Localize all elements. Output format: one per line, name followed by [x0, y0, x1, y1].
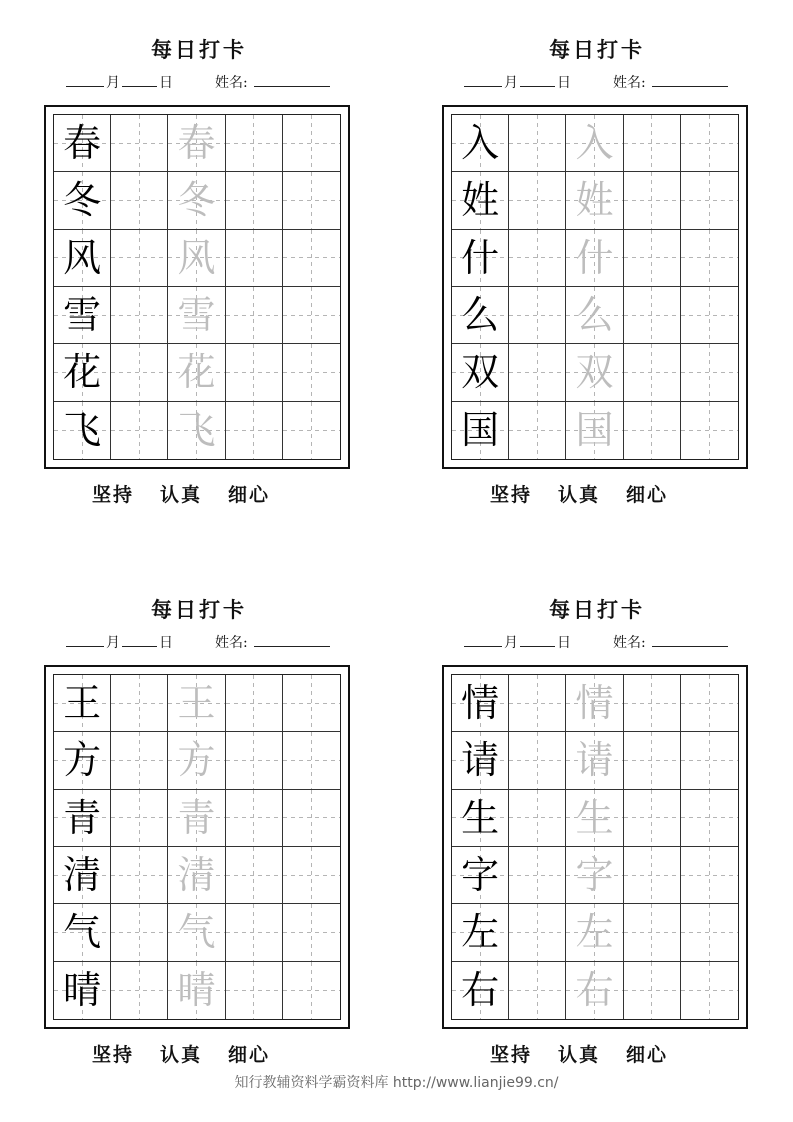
writing-cell[interactable]: [226, 115, 283, 172]
trace-character[interactable]: 姓: [566, 172, 623, 229]
writing-cell[interactable]: [226, 675, 283, 732]
motto: [92, 1040, 296, 1067]
writing-cell[interactable]: [681, 287, 738, 344]
writing-cell[interactable]: [111, 172, 168, 229]
writing-cell[interactable]: [681, 904, 738, 961]
writing-cell[interactable]: [624, 115, 681, 172]
trace-character[interactable]: 什: [566, 230, 623, 287]
name-blank[interactable]: [254, 632, 330, 647]
trace-character[interactable]: 国: [566, 402, 623, 459]
writing-cell[interactable]: [624, 344, 681, 401]
model-character: 字: [452, 847, 509, 904]
motto-word: 坚持: [490, 1044, 533, 1066]
writing-cell[interactable]: [226, 847, 283, 904]
writing-cell[interactable]: [509, 115, 566, 172]
writing-cell[interactable]: [283, 344, 340, 401]
writing-cell[interactable]: [283, 962, 340, 1019]
practice-frame: [442, 665, 748, 1029]
writing-cell[interactable]: [111, 962, 168, 1019]
motto: [92, 480, 296, 507]
model-character: 飞: [54, 402, 111, 459]
model-character: 情: [452, 675, 509, 732]
writing-cell[interactable]: [283, 732, 340, 789]
writing-cell[interactable]: [111, 402, 168, 459]
motto-word: 细心: [228, 484, 271, 506]
model-character: 风: [54, 230, 111, 287]
writing-cell[interactable]: [226, 790, 283, 847]
practice-grid: [53, 674, 341, 1020]
model-character: 雪: [54, 287, 111, 344]
trace-character[interactable]: 冬: [168, 172, 225, 229]
model-character: 么: [452, 287, 509, 344]
model-character: 什: [452, 230, 509, 287]
trace-character[interactable]: 清: [168, 847, 225, 904]
writing-cell[interactable]: [283, 675, 340, 732]
writing-cell[interactable]: [624, 287, 681, 344]
name-label: 姓名:: [215, 75, 248, 91]
model-character: 花: [54, 344, 111, 401]
writing-cell[interactable]: [509, 962, 566, 1019]
writing-cell[interactable]: [509, 904, 566, 961]
writing-cell[interactable]: [681, 344, 738, 401]
trace-character[interactable]: 左: [566, 904, 623, 961]
motto-word: 坚持: [92, 1044, 135, 1066]
date-name-line: [464, 72, 754, 92]
model-character: 左: [452, 904, 509, 961]
writing-cell[interactable]: [681, 172, 738, 229]
model-character: 青: [54, 790, 111, 847]
day-blank[interactable]: [520, 632, 555, 647]
trace-character[interactable]: 气: [168, 904, 225, 961]
motto-word: 坚持: [92, 484, 135, 506]
model-character: 入: [452, 115, 509, 172]
writing-cell[interactable]: [509, 790, 566, 847]
model-character: 请: [452, 732, 509, 789]
card-title: 每日打卡: [549, 37, 645, 62]
month-blank[interactable]: [66, 72, 104, 87]
writing-cell[interactable]: [226, 287, 283, 344]
writing-cell[interactable]: [624, 732, 681, 789]
writing-cell[interactable]: [624, 172, 681, 229]
trace-character[interactable]: 雪: [168, 287, 225, 344]
writing-cell[interactable]: [226, 344, 283, 401]
writing-cell[interactable]: [111, 732, 168, 789]
model-character: 姓: [452, 172, 509, 229]
trace-character[interactable]: 花: [168, 344, 225, 401]
motto-word: 细心: [626, 484, 669, 506]
writing-cell[interactable]: [509, 172, 566, 229]
date-name-line: [66, 72, 356, 92]
writing-cell[interactable]: [111, 904, 168, 961]
writing-cell[interactable]: [226, 230, 283, 287]
writing-cell[interactable]: [283, 904, 340, 961]
trace-character[interactable]: 入: [566, 115, 623, 172]
trace-character[interactable]: 风: [168, 230, 225, 287]
writing-cell[interactable]: [509, 287, 566, 344]
trace-character[interactable]: 字: [566, 847, 623, 904]
writing-cell[interactable]: [681, 115, 738, 172]
day-blank[interactable]: [122, 632, 157, 647]
writing-cell[interactable]: [111, 115, 168, 172]
motto-word: 认真: [160, 484, 203, 506]
month-blank[interactable]: [66, 632, 104, 647]
writing-cell[interactable]: [111, 790, 168, 847]
month-blank[interactable]: [464, 632, 502, 647]
writing-cell[interactable]: [509, 675, 566, 732]
writing-cell[interactable]: [681, 402, 738, 459]
footer-watermark: 知行教辅资料学霸资料库 http://www.lianjie99.cn/: [234, 1075, 559, 1091]
month-label: 月: [106, 635, 120, 651]
writing-cell[interactable]: [226, 962, 283, 1019]
trace-character[interactable]: 飞: [168, 402, 225, 459]
writing-cell[interactable]: [283, 172, 340, 229]
model-character: 右: [452, 962, 509, 1019]
writing-cell[interactable]: [111, 230, 168, 287]
motto-word: 认真: [558, 1044, 601, 1066]
writing-cell[interactable]: [283, 287, 340, 344]
model-character: 王: [54, 675, 111, 732]
name-blank[interactable]: [254, 72, 330, 87]
motto: [490, 480, 694, 507]
month-label: 月: [106, 75, 120, 91]
card-title: 每日打卡: [151, 37, 247, 62]
name-blank[interactable]: [652, 632, 728, 647]
motto-word: 细心: [626, 1044, 669, 1066]
writing-cell[interactable]: [509, 847, 566, 904]
date-name-line: [66, 632, 356, 652]
writing-cell[interactable]: [624, 847, 681, 904]
trace-character[interactable]: 晴: [168, 962, 225, 1019]
day-label: 日: [159, 75, 173, 91]
trace-character[interactable]: 方: [168, 732, 225, 789]
writing-cell[interactable]: [681, 675, 738, 732]
card-title: 每日打卡: [549, 597, 645, 622]
day-label: 日: [557, 635, 571, 651]
motto: [490, 1040, 694, 1067]
writing-cell[interactable]: [111, 287, 168, 344]
trace-character[interactable]: 春: [168, 115, 225, 172]
trace-character[interactable]: 请: [566, 732, 623, 789]
day-blank[interactable]: [520, 72, 555, 87]
writing-cell[interactable]: [624, 402, 681, 459]
writing-cell[interactable]: [226, 172, 283, 229]
trace-character[interactable]: 双: [566, 344, 623, 401]
model-character: 春: [54, 115, 111, 172]
model-character: 冬: [54, 172, 111, 229]
practice-grid: [451, 114, 739, 460]
month-label: 月: [504, 635, 518, 651]
day-blank[interactable]: [122, 72, 157, 87]
writing-cell[interactable]: [111, 344, 168, 401]
writing-cell[interactable]: [283, 402, 340, 459]
trace-character[interactable]: 么: [566, 287, 623, 344]
model-character: 生: [452, 790, 509, 847]
trace-character[interactable]: 青: [168, 790, 225, 847]
writing-cell[interactable]: [509, 402, 566, 459]
writing-cell[interactable]: [681, 790, 738, 847]
practice-frame: [44, 105, 350, 469]
writing-cell[interactable]: [509, 732, 566, 789]
model-character: 清: [54, 847, 111, 904]
writing-cell[interactable]: [624, 230, 681, 287]
model-character: 方: [54, 732, 111, 789]
model-character: 双: [452, 344, 509, 401]
writing-cell[interactable]: [681, 847, 738, 904]
card-title: 每日打卡: [151, 597, 247, 622]
writing-cell[interactable]: [283, 847, 340, 904]
name-label: 姓名:: [613, 635, 646, 651]
writing-cell[interactable]: [624, 962, 681, 1019]
trace-character[interactable]: 生: [566, 790, 623, 847]
practice-grid: [451, 674, 739, 1020]
writing-cell[interactable]: [111, 675, 168, 732]
month-label: 月: [504, 75, 518, 91]
model-character: 气: [54, 904, 111, 961]
name-label: 姓名:: [613, 75, 646, 91]
writing-cell[interactable]: [624, 675, 681, 732]
month-blank[interactable]: [464, 72, 502, 87]
writing-cell[interactable]: [624, 904, 681, 961]
date-name-line: [464, 632, 754, 652]
writing-cell[interactable]: [283, 790, 340, 847]
trace-character[interactable]: 王: [168, 675, 225, 732]
motto-word: 认真: [558, 484, 601, 506]
practice-frame: [442, 105, 748, 469]
practice-grid: [53, 114, 341, 460]
writing-cell[interactable]: [681, 962, 738, 1019]
name-blank[interactable]: [652, 72, 728, 87]
writing-cell[interactable]: [226, 904, 283, 961]
writing-cell[interactable]: [226, 732, 283, 789]
name-label: 姓名:: [215, 635, 248, 651]
motto-word: 认真: [160, 1044, 203, 1066]
model-character: 国: [452, 402, 509, 459]
writing-cell[interactable]: [681, 230, 738, 287]
day-label: 日: [159, 635, 173, 651]
model-character: 晴: [54, 962, 111, 1019]
writing-cell[interactable]: [111, 847, 168, 904]
trace-character[interactable]: 情: [566, 675, 623, 732]
motto-word: 细心: [228, 1044, 271, 1066]
writing-cell[interactable]: [509, 230, 566, 287]
motto-word: 坚持: [490, 484, 533, 506]
writing-cell[interactable]: [509, 344, 566, 401]
day-label: 日: [557, 75, 571, 91]
writing-cell[interactable]: [624, 790, 681, 847]
writing-cell[interactable]: [226, 402, 283, 459]
practice-frame: [44, 665, 350, 1029]
trace-character[interactable]: 右: [566, 962, 623, 1019]
writing-cell[interactable]: [283, 230, 340, 287]
writing-cell[interactable]: [681, 732, 738, 789]
writing-cell[interactable]: [283, 115, 340, 172]
